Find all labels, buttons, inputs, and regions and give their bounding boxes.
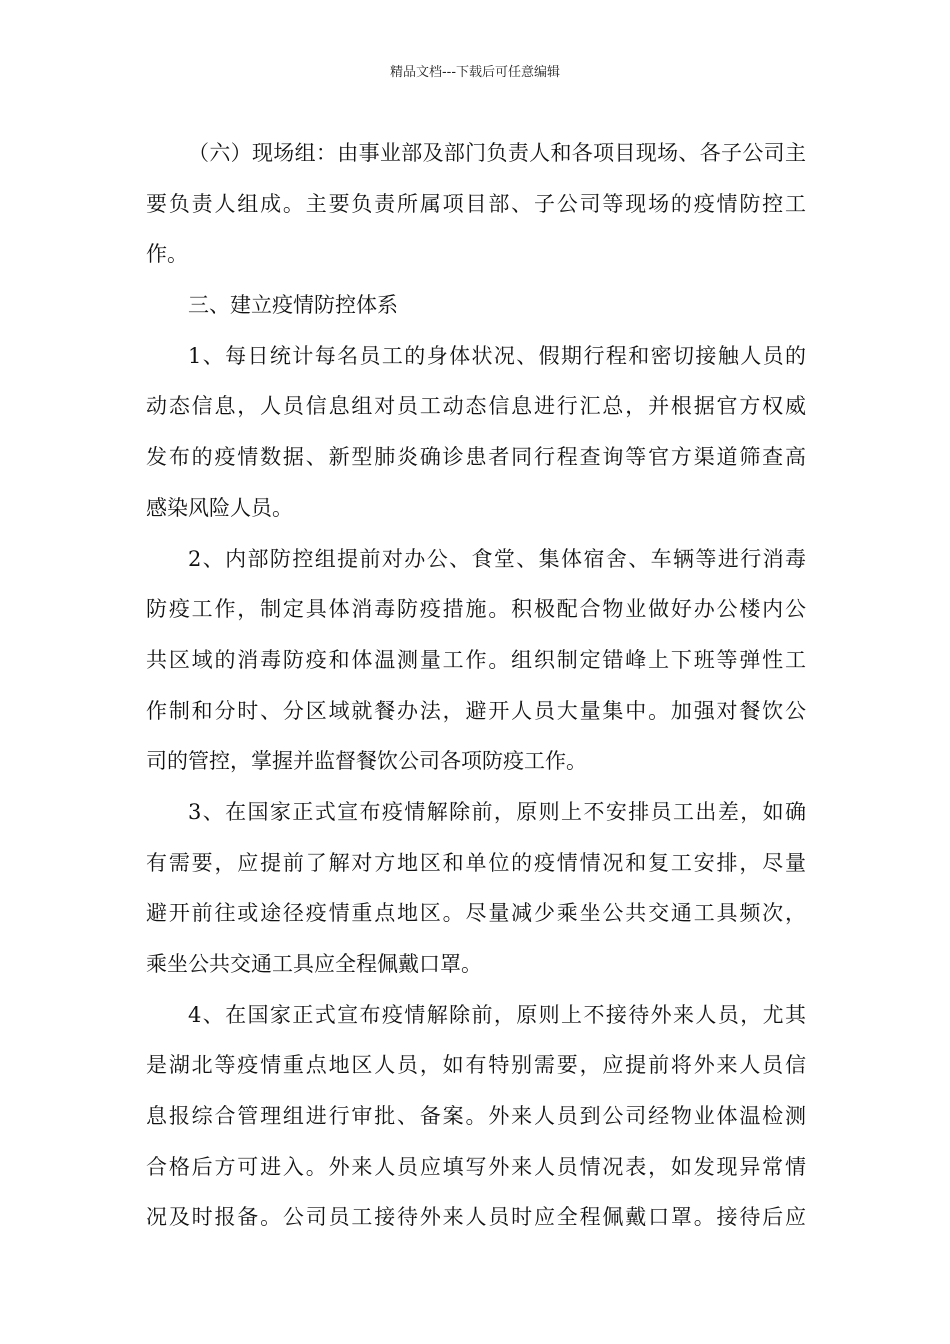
text-line: 避开前往或途径疫情重点地区。尽量减少乘坐公共交通工具频次， bbox=[146, 901, 806, 926]
text-line: 1、每日统计每名员工的身体状况、假期行程和密切接触人员的 bbox=[188, 343, 806, 368]
text-line: 息报综合管理组进行审批、备案。外来人员到公司经物业体温检测 bbox=[146, 1104, 806, 1129]
paragraph bbox=[146, 128, 806, 280]
text-line: 防疫工作，制定具体消毒防疫措施。积极配合物业做好办公楼内公 bbox=[146, 597, 806, 622]
page-header: 精品文档---下载后可任意编辑 bbox=[389, 65, 561, 80]
text-line: 3、在国家正式宣布疫情解除前，原则上不安排员工出差，如确 bbox=[188, 799, 806, 824]
text-line: 作制和分时、分区域就餐办法，避开人员大量集中。加强对餐饮公 bbox=[146, 698, 806, 723]
text-line: 司的管控，掌握并监督餐饮公司各项防疫工作。 bbox=[146, 749, 587, 774]
text-line: 作。 bbox=[146, 242, 188, 267]
text-line: 4、在国家正式宣布疫情解除前，原则上不接待外来人员，尤其 bbox=[188, 1002, 806, 1027]
text-line: 合格后方可进入。外来人员应填写外来人员情况表，如发现异常情 bbox=[146, 1154, 806, 1179]
text-line: 三、建立疫情防控体系 bbox=[188, 293, 398, 318]
text-line: 乘坐公共交通工具应全程佩戴口罩。 bbox=[146, 952, 482, 976]
text-line: 要负责人组成。主要负责所属项目部、子公司等现场的疫情防控工 bbox=[146, 191, 806, 216]
text-line: 有需要，应提前了解对方地区和单位的疫情情况和复工安排，尽量 bbox=[146, 850, 806, 875]
text-line: 2、内部防控组提前对办公、食堂、集体宿舍、车辆等进行消毒 bbox=[188, 546, 806, 571]
text-line: 感染风险人员。 bbox=[146, 495, 293, 520]
paragraph bbox=[146, 534, 806, 787]
paragraph bbox=[146, 787, 806, 990]
paragraph bbox=[146, 990, 806, 1243]
text-line: 是湖北等疫情重点地区人员，如有特别需要，应提前将外来人员信 bbox=[146, 1053, 806, 1078]
text-line: 况及时报备。公司员工接待外来人员时应全程佩戴口罩。接待后应 bbox=[146, 1205, 806, 1230]
section-heading bbox=[146, 280, 806, 331]
text-line: （六）现场组：由事业部及部门负责人和各项目现场、各子公司主 bbox=[188, 141, 806, 165]
text-line: 发布的疫情数据、新型肺炎确诊患者同行程查询等官方渠道筛查高 bbox=[146, 445, 806, 470]
document-body bbox=[146, 128, 806, 1243]
text-line: 动态信息，人员信息组对员工动态信息进行汇总，并根据官方权威 bbox=[146, 394, 806, 419]
paragraph bbox=[146, 331, 806, 534]
text-line: 共区域的消毒防疫和体温测量工作。组织制定错峰上下班等弹性工 bbox=[146, 647, 806, 672]
